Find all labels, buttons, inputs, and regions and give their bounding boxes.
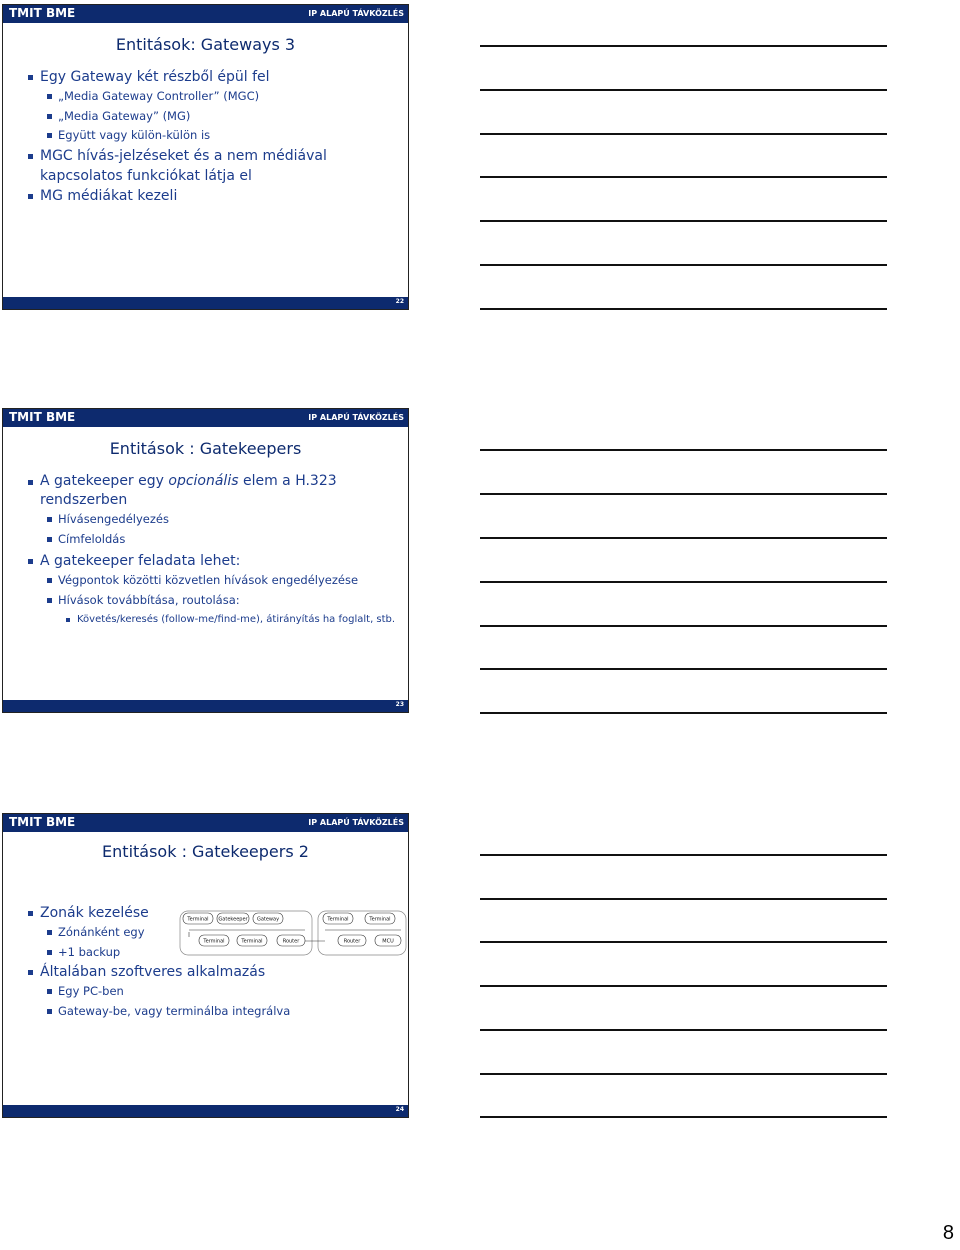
slide-number: 22	[395, 298, 404, 305]
node-label: MCU	[382, 938, 394, 945]
list-item: Egy PC-ben	[25, 982, 398, 1002]
list-item: Zónánként egy	[25, 923, 398, 943]
note-line	[480, 581, 887, 583]
node-label: Router	[343, 938, 361, 945]
note-line	[480, 898, 887, 900]
header-left: TMIT BME	[9, 410, 76, 424]
slide-footer	[3, 1105, 408, 1117]
note-line	[480, 537, 887, 539]
note-line	[480, 493, 887, 495]
slide-header	[3, 5, 408, 23]
note-line	[480, 220, 887, 222]
slide-title: Entitások : Gatekeepers 2	[102, 842, 309, 861]
slide-gateways-3	[2, 4, 409, 310]
slide-number: 23	[395, 701, 404, 708]
note-line	[480, 668, 887, 670]
bullet-list	[25, 67, 398, 206]
note-line	[480, 449, 887, 451]
note-line	[480, 45, 887, 47]
slide-title: Entitások: Gateways 3	[115, 35, 296, 54]
list-item: Általában szoftveres alkalmazás	[25, 962, 398, 982]
note-line	[480, 133, 887, 135]
note-line	[480, 308, 887, 310]
list-item: Követés/keresés (follow-me/find-me), átirányítás ha foglalt, stb.	[25, 613, 398, 626]
header-left: TMIT BME	[9, 815, 76, 829]
emphasis-text: opcionális	[168, 473, 239, 489]
page-number: 8	[942, 1222, 954, 1244]
square-bullet-icon	[47, 517, 52, 522]
square-bullet-icon	[28, 75, 33, 80]
slide-gatekeepers-2	[2, 813, 409, 1118]
square-bullet-icon	[47, 578, 52, 583]
list-item: +1 backup	[25, 943, 398, 963]
node-label: Gatekeeper	[218, 916, 248, 923]
node-label: Terminal	[203, 938, 225, 945]
node-label: Router	[282, 938, 300, 945]
square-bullet-icon	[66, 618, 70, 622]
slide-number: 24	[395, 1106, 404, 1113]
square-bullet-icon	[47, 537, 52, 542]
note-line	[480, 89, 887, 91]
list-item: MG médiákat kezeli	[25, 186, 398, 206]
square-bullet-icon	[47, 133, 52, 138]
note-line	[480, 941, 887, 943]
square-bullet-icon	[47, 94, 52, 99]
square-bullet-icon	[28, 154, 33, 159]
square-bullet-icon	[28, 480, 33, 485]
slide-header	[3, 814, 408, 832]
list-item: Hívások továbbítása, routolása:	[25, 591, 398, 611]
list-item: Egy Gateway két részből épül fel	[25, 67, 398, 87]
slide-footer	[3, 700, 408, 712]
note-line	[480, 625, 887, 627]
list-item: A gatekeeper feladata lehet:	[25, 551, 398, 571]
zone-diagram-svg	[179, 910, 407, 956]
square-bullet-icon	[28, 559, 33, 564]
header-left: TMIT BME	[9, 6, 76, 20]
note-line	[480, 1116, 887, 1118]
list-item: Gateway-be, vagy terminálba integrálva	[25, 1002, 398, 1022]
list-item: „Media Gateway Controller” (MGC)	[25, 87, 398, 107]
square-bullet-icon	[47, 114, 52, 119]
bullet-list	[25, 472, 398, 626]
note-line	[480, 1073, 887, 1075]
note-line	[480, 264, 887, 266]
header-right: IP ALAPÚ TÁVKÖZLÉS	[308, 413, 404, 422]
slide-title: Entitások : Gatekeepers	[109, 439, 302, 458]
note-line	[480, 1029, 887, 1031]
node-label: Terminal	[241, 938, 263, 945]
note-line	[480, 985, 887, 987]
list-item: Hívásengedélyezés	[25, 510, 398, 530]
square-bullet-icon	[47, 598, 52, 603]
slide-footer	[3, 297, 408, 309]
node-label: Terminal	[187, 916, 209, 923]
square-bullet-icon	[28, 970, 33, 975]
note-line	[480, 176, 887, 178]
slide-header	[3, 409, 408, 427]
header-right: IP ALAPÚ TÁVKÖZLÉS	[308, 818, 404, 827]
list-item: A gatekeeper egy opcionális elem a H.323 rendszerben	[25, 472, 398, 510]
square-bullet-icon	[47, 950, 52, 955]
header-right: IP ALAPÚ TÁVKÖZLÉS	[308, 9, 404, 18]
list-item: Együtt vagy külön-külön is	[25, 126, 398, 146]
square-bullet-icon	[28, 911, 33, 916]
slide-gatekeepers	[2, 408, 409, 713]
note-line	[480, 854, 887, 856]
list-item: „Media Gateway” (MG)	[25, 107, 398, 127]
square-bullet-icon	[47, 1009, 52, 1014]
square-bullet-icon	[47, 930, 52, 935]
zone-diagram	[179, 910, 407, 956]
list-item: Végpontok közötti közvetlen hívások engedélyezése	[25, 571, 398, 591]
node-label: Gateway	[256, 916, 280, 923]
node-label: Terminal	[369, 916, 391, 923]
square-bullet-icon	[47, 989, 52, 994]
list-item: MGC hívás-jelzéseket és a nem médiával kapcsolatos funkciókat látja el	[25, 146, 398, 186]
list-item: Zonák kezelése	[25, 903, 398, 923]
list-item: Címfeloldás	[25, 530, 398, 550]
note-line	[480, 712, 887, 714]
square-bullet-icon	[28, 194, 33, 199]
node-label: Terminal	[327, 916, 349, 923]
